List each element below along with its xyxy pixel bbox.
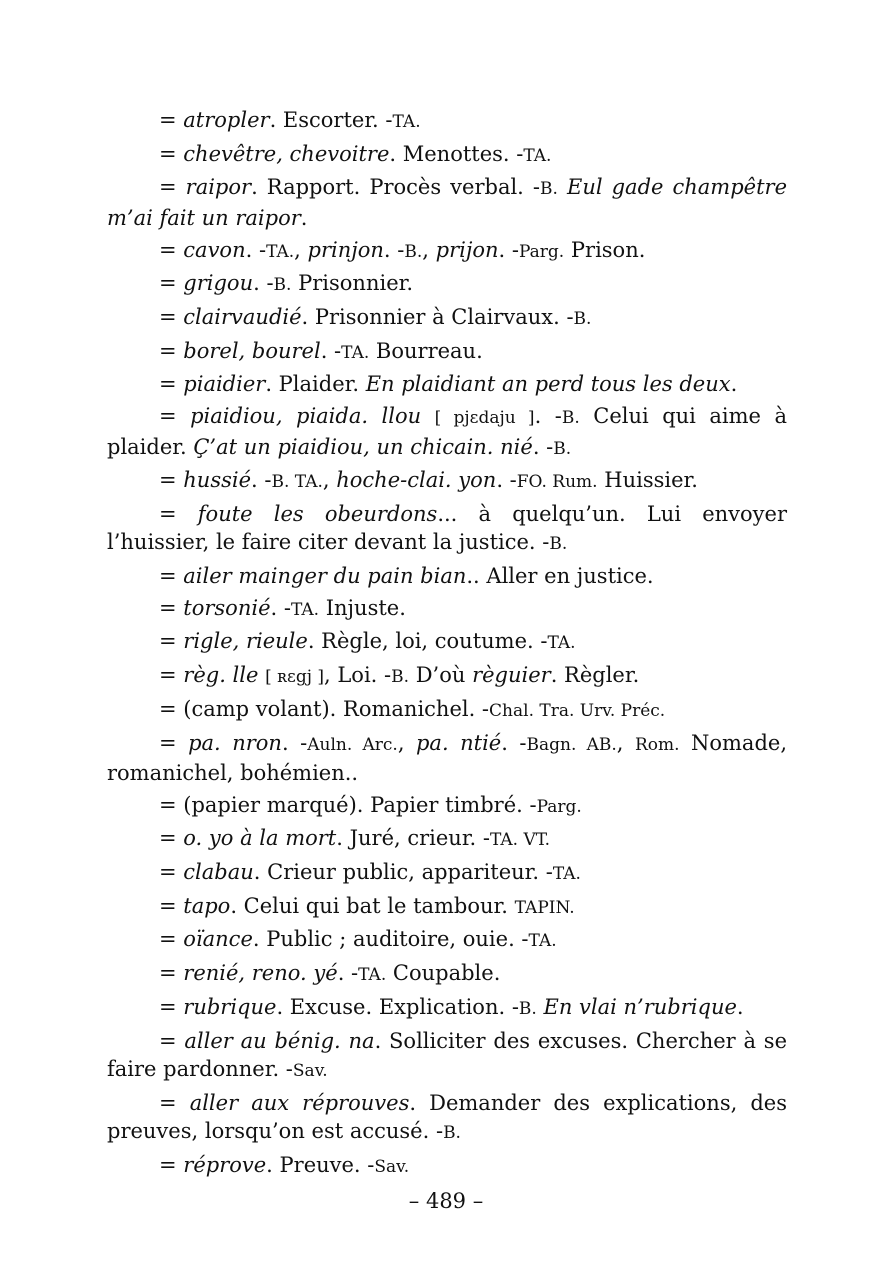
source-abbreviation: Sav. bbox=[292, 1061, 328, 1081]
source-abbreviation: [ pjɛdaju ] bbox=[434, 408, 535, 428]
entry-text: . - bbox=[498, 237, 519, 262]
source-abbreviation: Sav. bbox=[374, 1156, 410, 1177]
source-abbreviation: TA. bbox=[392, 112, 421, 132]
source-abbreviation: Bagn. AB. bbox=[526, 734, 617, 755]
entry-text: = bbox=[159, 595, 184, 620]
source-abbreviation: Parg. bbox=[536, 796, 582, 817]
entry-text: , bbox=[616, 730, 635, 755]
dictionary-entry bbox=[107, 337, 787, 368]
dictionary-entry bbox=[107, 466, 787, 497]
entry-text: . - bbox=[281, 730, 308, 755]
entry-text: Nomade, romanichel, bohémien.. bbox=[107, 730, 787, 785]
dictionary-entry bbox=[107, 858, 787, 889]
entry-text: = bbox=[159, 108, 184, 132]
source-abbreviation: B. bbox=[391, 667, 410, 688]
entry-text: .. Aller en justice. bbox=[466, 564, 654, 589]
source-abbreviation: B. bbox=[573, 308, 592, 329]
headword-italic: En plaidiant an perd tous les deux bbox=[365, 372, 731, 397]
headword-italic: ailer mainger du pain bian bbox=[183, 564, 467, 589]
headword-italic: réprove bbox=[183, 1152, 267, 1177]
dictionary-entry bbox=[107, 1089, 787, 1148]
headword-italic: o. yo à la mort bbox=[183, 826, 337, 851]
source-abbreviation: TA. bbox=[523, 145, 552, 166]
entry-text: = bbox=[159, 564, 184, 589]
entry-text: = bbox=[159, 304, 184, 329]
entry-text bbox=[421, 404, 435, 428]
source-abbreviation: Auln. Arc. bbox=[307, 734, 398, 755]
headword-italic: tapo bbox=[183, 893, 231, 918]
headword-italic: règ. lle bbox=[183, 663, 259, 688]
source-abbreviation: B. bbox=[561, 408, 580, 428]
dictionary-entry bbox=[107, 1027, 787, 1086]
headword-italic: atropler bbox=[183, 108, 270, 132]
source-abbreviation: TA. VT. bbox=[490, 830, 551, 851]
entry-text: , bbox=[397, 730, 416, 755]
entry-text: . Menottes. - bbox=[389, 141, 524, 166]
headword-italic: raipor bbox=[185, 175, 252, 200]
entry-text: = bbox=[159, 961, 184, 986]
entry-text: . - bbox=[253, 271, 274, 296]
source-abbreviation: [ ʀɛgj ] bbox=[265, 667, 325, 688]
source-abbreviation: Rom. bbox=[634, 734, 680, 755]
headword-italic: clairvaudié bbox=[183, 304, 302, 329]
dictionary-entry bbox=[107, 370, 787, 399]
entry-text: . - bbox=[251, 468, 272, 493]
headword-italic: oïance bbox=[183, 927, 253, 952]
entry-text: . - bbox=[270, 595, 291, 620]
dictionary-entry bbox=[107, 303, 787, 334]
entry-text: . Prisonnier à Clairvaux. - bbox=[301, 304, 574, 329]
dictionary-entries bbox=[107, 106, 787, 1185]
headword-italic: règuier bbox=[472, 663, 551, 688]
entry-text: = bbox=[159, 1090, 190, 1115]
entry-text: . Preuve. - bbox=[266, 1152, 375, 1177]
entry-text: = bbox=[159, 994, 184, 1019]
entry-text: . Excuse. Explication. - bbox=[276, 994, 519, 1019]
source-abbreviation: TA. bbox=[341, 342, 370, 363]
entry-text: = bbox=[159, 372, 184, 397]
entry-text: . Celui qui bat le tambour. bbox=[230, 893, 515, 918]
headword-italic: prijon bbox=[435, 237, 499, 262]
headword-italic: grigou bbox=[183, 271, 254, 296]
headword-italic: prinjon bbox=[307, 237, 384, 262]
entry-text: . Crieur public, appariteur. - bbox=[253, 860, 553, 885]
entry-text: = bbox=[159, 663, 184, 688]
entry-text: = bbox=[159, 404, 191, 428]
entry-text: = bbox=[159, 1152, 184, 1177]
entry-text: = bbox=[159, 501, 198, 526]
dictionary-entry bbox=[107, 1151, 787, 1182]
source-abbreviation: B. bbox=[273, 275, 292, 296]
entry-text: = bbox=[159, 927, 184, 952]
headword-italic: aller au bénig. na bbox=[184, 1028, 375, 1053]
entry-text: D’où bbox=[409, 663, 473, 688]
entry-text: = bbox=[159, 1028, 185, 1053]
source-abbreviation: TA. bbox=[358, 965, 387, 986]
dictionary-entry bbox=[107, 993, 787, 1024]
entry-text: Huissier. bbox=[597, 468, 698, 493]
source-abbreviation: B. TA. bbox=[271, 472, 323, 493]
entry-text: = (camp volant). Romanichel. - bbox=[159, 696, 490, 721]
entry-text: ... à quelqu’un. Lui envoyer l’huissier, le faire citer devant la justice. - bbox=[107, 501, 788, 555]
entry-text: = bbox=[159, 271, 184, 296]
entry-text: = bbox=[159, 141, 184, 166]
entry-text: . - bbox=[501, 730, 527, 755]
source-abbreviation: TA. bbox=[266, 241, 295, 262]
source-abbreviation: B. bbox=[549, 534, 568, 555]
headword-italic: Eul gade champêtre m’ai fait un raipor bbox=[107, 175, 787, 230]
dictionary-entry bbox=[107, 824, 787, 855]
entry-text: , bbox=[322, 468, 337, 493]
dictionary-entry bbox=[107, 402, 787, 463]
headword-italic: aller aux réprouves bbox=[189, 1090, 410, 1115]
headword-italic: hussié bbox=[183, 468, 252, 493]
entry-text: Celui qui aime à plaider. bbox=[107, 404, 787, 459]
entry-text: = bbox=[159, 175, 186, 200]
entry-text: . Plaider. bbox=[265, 372, 366, 397]
entry-text: = (papier marqué). Papier timbré. - bbox=[159, 792, 537, 817]
dictionary-entry bbox=[107, 791, 787, 822]
entry-text: = bbox=[159, 468, 184, 493]
entry-text: Prison. bbox=[564, 237, 646, 262]
headword-italic: pa. nron bbox=[188, 730, 282, 755]
entry-text: . - bbox=[320, 338, 342, 363]
entry-text: . bbox=[736, 994, 744, 1019]
source-abbreviation: TA. bbox=[552, 864, 581, 885]
source-abbreviation: FO. Rum. bbox=[516, 472, 598, 493]
entry-text: = bbox=[159, 860, 184, 885]
entry-text: = bbox=[159, 338, 184, 363]
source-abbreviation: Parg. bbox=[518, 241, 565, 262]
entry-text: Coupable. bbox=[386, 961, 501, 986]
dictionary-entry bbox=[107, 173, 787, 232]
dictionary-entry bbox=[107, 594, 787, 625]
entry-text: . Escorter. - bbox=[269, 108, 393, 132]
entry-text: . - bbox=[383, 237, 405, 262]
headword-italic: chevêtre, chevoitre bbox=[183, 141, 390, 166]
source-abbreviation: B. bbox=[540, 179, 558, 200]
entry-text: . - bbox=[534, 404, 562, 428]
entry-text bbox=[558, 175, 567, 199]
source-abbreviation: B. bbox=[518, 998, 537, 1019]
source-abbreviation: TAPIN. bbox=[514, 897, 575, 918]
headword-italic: piaidiou, piaida. llou bbox=[190, 404, 422, 428]
entry-text: . Juré, crieur. - bbox=[336, 826, 490, 851]
dictionary-entry bbox=[107, 627, 787, 658]
headword-italic: pa. ntié bbox=[415, 730, 502, 755]
source-abbreviation: B. bbox=[553, 438, 572, 459]
dictionary-entry bbox=[107, 661, 787, 692]
source-abbreviation: Chal. Tra. Urv. Préc. bbox=[489, 700, 666, 721]
entry-text: Prisonnier. bbox=[291, 271, 414, 296]
entry-text: . - bbox=[496, 468, 517, 493]
headword-italic: Ç’at un piaidiou, un chicain. nié bbox=[193, 434, 533, 459]
entry-text: . Rapport. Procès verbal. - bbox=[251, 175, 541, 200]
headword-italic: piaidier bbox=[183, 372, 266, 397]
entry-text: . bbox=[730, 372, 738, 397]
entry-text: = bbox=[159, 237, 184, 262]
entry-text: . Public ; auditoire, ouie. - bbox=[252, 927, 529, 952]
dictionary-entry bbox=[107, 729, 787, 788]
dictionary-entry bbox=[107, 500, 787, 559]
entry-text: = bbox=[159, 826, 184, 851]
headword-italic: hoche-clai. yon bbox=[336, 468, 497, 493]
entry-text: , Loi. - bbox=[324, 663, 392, 688]
dictionary-entry bbox=[107, 106, 787, 137]
headword-italic: rigle, rieule bbox=[183, 629, 308, 654]
entry-text: . Solliciter des excuses. Chercher à se faire pardonner. - bbox=[107, 1028, 788, 1081]
source-abbreviation: TA. bbox=[528, 931, 557, 952]
source-abbreviation: TA. bbox=[547, 633, 576, 654]
entry-text: . - bbox=[337, 961, 359, 986]
headword-italic: borel, bourel bbox=[183, 338, 321, 363]
entry-text: Injuste. bbox=[319, 595, 406, 620]
dictionary-entry bbox=[107, 959, 787, 990]
headword-italic: rubrique bbox=[183, 994, 277, 1019]
entry-text bbox=[537, 995, 544, 1019]
dictionary-entry bbox=[107, 892, 787, 923]
dictionary-entry bbox=[107, 140, 787, 171]
entry-text: . - bbox=[245, 237, 267, 262]
source-abbreviation: B. bbox=[443, 1123, 461, 1144]
entry-text: = bbox=[159, 893, 184, 918]
dictionary-entry bbox=[107, 695, 787, 726]
source-abbreviation: TA. bbox=[290, 599, 320, 620]
dictionary-entry bbox=[107, 269, 787, 300]
entry-text: . bbox=[300, 205, 308, 230]
entry-text: . - bbox=[532, 434, 554, 459]
entry-text: . Demander des explications, des preuves, lorsqu’on est accusé. - bbox=[107, 1090, 787, 1144]
page-number: – 489 – bbox=[408, 1189, 484, 1213]
entry-text: , bbox=[422, 237, 436, 262]
entry-text: , bbox=[294, 237, 308, 262]
dictionary-entry bbox=[107, 925, 787, 956]
source-abbreviation: B. bbox=[404, 241, 423, 262]
headword-italic: En vlai n’rubrique bbox=[543, 994, 737, 1019]
entry-text: Bourreau. bbox=[369, 338, 483, 363]
entry-text: = bbox=[159, 730, 189, 755]
entry-text: = bbox=[159, 629, 184, 654]
headword-italic: clabau bbox=[183, 860, 254, 885]
dictionary-entry bbox=[107, 236, 787, 267]
headword-italic: renié, reno. yé bbox=[183, 961, 338, 986]
entry-text: . Règler. bbox=[550, 663, 640, 688]
dictionary-entry bbox=[107, 562, 787, 591]
headword-italic: cavon bbox=[183, 237, 246, 262]
headword-italic: torsonié bbox=[183, 595, 271, 620]
headword-italic: foute les obeurdons bbox=[197, 501, 438, 526]
entry-text: . Règle, loi, coutume. - bbox=[307, 629, 548, 654]
